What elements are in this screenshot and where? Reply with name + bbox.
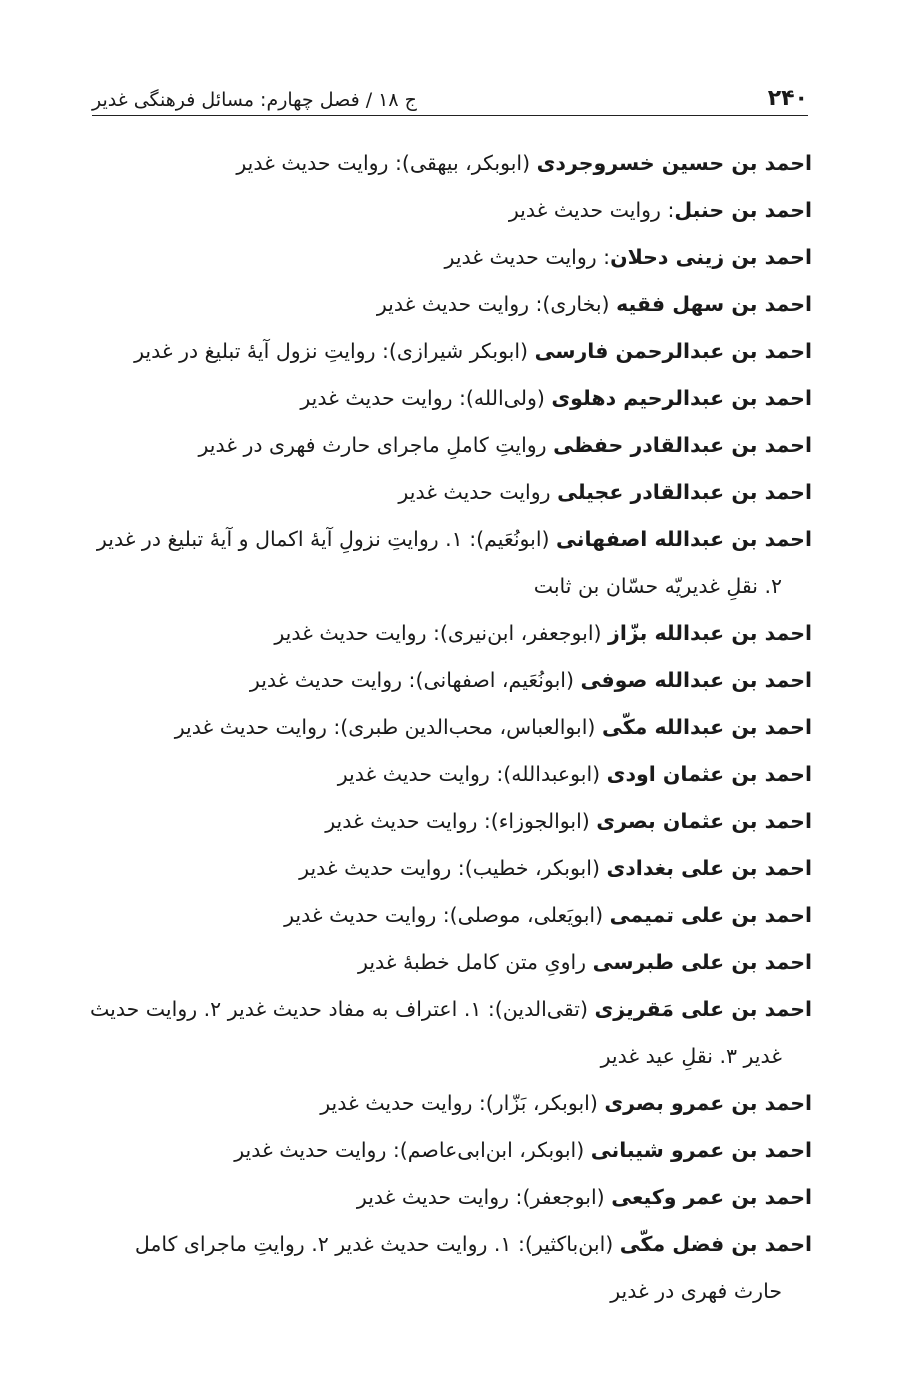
entry-text: (ابوجعفر، ابن‌نیری): روایت حدیث غدیر [274,621,609,645]
entry-name: احمد بن علی مَقریزی [594,997,812,1021]
entry-name: احمد بن عبدالرحیم دهلوی [551,386,812,410]
page-number: ۲۴۰ [767,86,808,111]
entry-text: (ابوبکر، خطیب): روایت حدیث غدیر [299,856,607,880]
entry-text: (ابوبکر، بیهقی): روایت حدیث غدیر [236,151,537,175]
entry-name: احمد بن عثمان اودی [606,762,812,786]
entry-text: (ابوالجوزاء): روایت حدیث غدیر [325,809,597,833]
entry-name: احمد بن عمرو شیبانی [590,1138,812,1162]
entry-text: (ابونُعَیم): ۱. روایتِ نزولِ آیۀ اکمال و آیۀ تبلیغ در غدیر ۲. نقلِ غدیریّه حسّان بن ثابت [96,527,782,598]
entry-text: : روایت حدیث غدیر [444,245,611,269]
entry-text: (ابوعبدالله): روایت حدیث غدیر [337,762,607,786]
entry-name: احمد بن عبدالله اصفهانی [556,527,812,551]
entry-text: (ابوجعفر): روایت حدیث غدیر [356,1185,612,1209]
page-header [92,72,808,116]
index-entry [88,469,812,516]
entry-name: احمد بن حسین خسروجردی [536,151,812,175]
index-entry [88,1174,812,1221]
index-entry [88,939,812,986]
entry-text: (ابوبکر، ابن‌ابی‌عاصم): روایت حدیث غدیر [234,1138,591,1162]
entry-text: روایتِ کاملِ ماجرای حارث فهری در غدیر [198,433,554,457]
index-entry [88,704,812,751]
index-entry [88,657,812,704]
index-entry [88,234,812,281]
index-entry [88,281,812,328]
index-entry [88,986,812,1080]
entry-name: احمد بن علی تمیمی [609,903,812,927]
index-entry [88,798,812,845]
entry-name: احمد بن عثمان بصری [596,809,812,833]
entry-name: احمد بن عمرو بصری [604,1091,812,1115]
index-entry [88,751,812,798]
index-entry [88,1080,812,1127]
entry-name: احمد بن سهل فقیه [616,292,812,316]
index-entry [88,375,812,422]
index-entry [88,422,812,469]
entry-text: (ابوالعباس، محب‌الدین طبری): روایت حدیث غدیر [174,715,602,739]
entry-name: احمد بن فضل مکّی [619,1232,812,1256]
entry-text: راویِ متن کامل خطبۀ غدیر [358,950,593,974]
entry-name: احمد بن حنبل [674,198,812,222]
index-entry [88,892,812,939]
running-head: ج ۱۸ / فصل چهارم: مسائل فرهنگی غدیر [92,89,417,111]
entry-name: احمد بن عبدالرحمن فارسی [534,339,812,363]
index-entry [88,1127,812,1174]
index-entry [88,328,812,375]
entry-text: (ابن‌باکثیر): ۱. روایت حدیث غدیر ۲. روایتِ ماجرای کامل حارث فهری در غدیر [134,1232,782,1303]
entry-text: روایت حدیث غدیر [398,480,558,504]
entry-text: (ابوبکر، بَزّار): روایت حدیث غدیر [320,1091,605,1115]
entry-text: (بخاری): روایت حدیث غدیر [376,292,617,316]
entry-name: احمد بن عبدالله صوفی [580,668,812,692]
entry-text: : روایت حدیث غدیر [508,198,675,222]
index-entry [88,610,812,657]
entry-name: احمد بن علی طبرسی [592,950,812,974]
entry-name: احمد بن عبدالله بزّاز [608,621,812,645]
index-entry [88,516,812,610]
index-entry [88,187,812,234]
index-entry [88,1221,812,1315]
entry-name: احمد بن عمر وکیعی [611,1185,812,1209]
index-entry [88,140,812,187]
index-entries [88,140,812,1315]
index-entry [88,845,812,892]
entry-name: احمد بن عبدالقادر عجیلی [557,480,812,504]
entry-text: (ابویَعلی، موصلی): روایت حدیث غدیر [284,903,610,927]
entry-name: احمد بن عبدالله مکّی [601,715,812,739]
entry-text: (ولی‌الله): روایت حدیث غدیر [300,386,552,410]
entry-text: (ابونُعَیم، اصفهانی): روایت حدیث غدیر [249,668,581,692]
entry-text: (ابوبکر شیرازی): روایتِ نزول آیۀ تبلیغ در غدیر [134,339,535,363]
entry-text: (تقی‌الدین): ۱. اعتراف به مفاد حدیث غدیر ۲. روایت حدیث غدیر ۳. نقلِ عید غدیر [90,997,782,1068]
entry-name: احمد بن عبدالقادر حفظی [553,433,812,457]
entry-name: احمد بن علی بغدادی [606,856,812,880]
entry-name: احمد بن زینی دحلان [610,245,812,269]
